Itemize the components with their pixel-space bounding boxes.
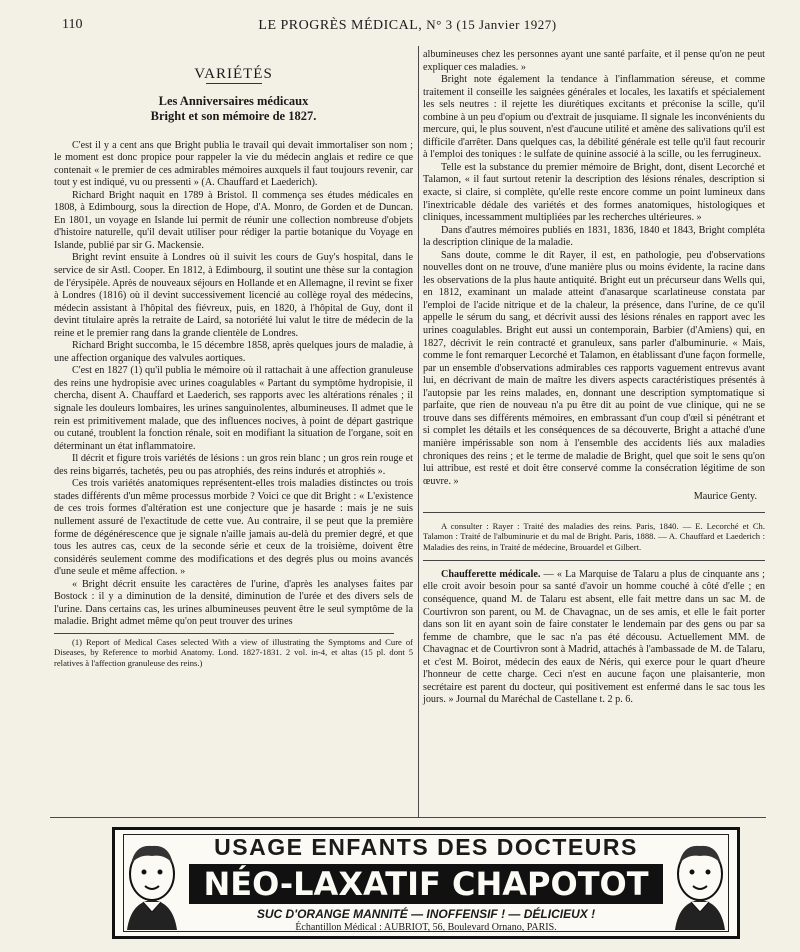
right-column (423, 49, 765, 707)
ad-tagline: SUC D'ORANGE MANNITÉ — INOFFENSIF ! — DÉLICIEUX ! (256, 907, 596, 921)
paragraph: Bright note également la tendance à l'inflammation séreuse, et comme traitement il conseille les saignées générales et locales, les laxatifs et spécialement les sels neutres : il rejette les diurétiques excitants et préconise la scille, qu'il combine à un peu d'opium ou d'extrait de jusquiame. Il signale les inconvénients du mercure, qui, le plus souvent, n'est d'aucune utilité et amène des salivations qu'il est difficile d'arrêter. Dans quelques cas, la débilité générale est telle qu'il faut recourir à l'emploi des toniques : le sulfate de quinine associé à la scille, ou les ferrugineux. (423, 74, 765, 161)
article-title-line2: Bright et son mémoire de 1827. (150, 108, 317, 123)
paragraph: Bright revint ensuite à Londres où il suivit les cours de Guy's hospital, dans le service de sir Astl. Cooper. En 1812, à Edimbourg, il soutint une thèse sur la contagion de l'érysipèle. Après de nouveaux séjours en Hollande et en Allemagne, il revint se fixer à Londres (1816) où il devint successivement licencié au collège royal des médecins, médecin assistant à l'hôpital des fiévreux, puis, en 1820, à l'hôpital de Guy, dont il devint titulaire après la retraite de Laird, sa notoriété lui valut le titre de médecin de la reine et le premier rang dans la grande clientèle de Londres. (54, 252, 413, 339)
column-divider (418, 46, 419, 818)
footnote-rule (54, 633, 394, 634)
section-rule (206, 83, 262, 84)
chaufferette-title: Chaufferette médicale. (441, 568, 541, 580)
paragraph: Dans d'autres mémoires publiés en 1831, 1836, 1840 et 1843, Bright compléta la description clinique de la maladie. (423, 224, 765, 249)
paragraph: Sans doute, comme le dit Rayer, il est, en pathologie, peu d'observations nouvelles dont on ne trouve, d'une manière plus ou moins évidente, la racine dans les observations de la plus haute antiquité. Bright eut un précurseur dans Wells qui, en 1812, examinant un malade atteint d'anasarque scarlatineuse constata par l'emploi de l'acide nitrique et de la chaleur, la présence, dans l'urine, de ce qu'il appelle le sérum du sang, et décrivit aussi des lésions rénales en rapport avec les urines coagulables. Bright eut aussi un contemporain, Barbier (d'Amiens) qui, en 1827, décrivit le rein contracté et granuleux, sans parler d'albuminurie. « Mais, comme le font remarquer Lecorché et Talamon, en établissant d'une façon formelle, par un ensemble d'observations admirables ces rapports vaguement entrevus avant lui, en décrivant de main de maître les divers aspects caractéristiques présentés à l'autopsie par les reins malades, en, donnant une description symptomatique si parfaite, que rien de nouveau n'a pu être dit au point de vue clinique, qui ne se trouve dans ses différents mémoires, en embrassant d'un coup d'œil si pénétrant et si complet les détails et les conséquences de sa découverte, Bright a attaché d'une manière impérissable son nom à l'ensemble des accidents liés aux maladies chroniques des reins ; et le terme de maladie de Bright, quel que soit le sens qu'on lui attribue, est resté et doit être conservé comme la consécration légitime de son œuvre. » (423, 249, 765, 487)
running-head (50, 16, 765, 34)
journal-name: LE PROGRÈS MÉDICAL, (258, 18, 423, 33)
paragraph: C'est il y a cent ans que Bright publia le travail qui devait immortaliser son nom ; le moment est donc propice pour rappeler la vie du médecin anglais et redire ce que contenait « le premier de ces admirables mémoires auxquels il faut toujours revenir, car tout y est indiqué, vu ou pressenti » (A. Chauffard et Laederich). (54, 139, 413, 189)
paragraph: albumineuses chez les personnes ayant une santé parfaite, et il pense qu'on ne peut expliquer ces maladies. » (423, 49, 765, 73)
section-separator (423, 560, 765, 561)
paragraph: Richard Bright succomba, le 15 décembre 1858, après quelques jours de maladie, à une affection organique des valvules aortiques. (54, 340, 413, 364)
paragraph: C'est en 1827 (1) qu'il publia le mémoire où il rattachait à une affection granuleuse des reins une hydropisie avec urines coagulables « Partant du symptôme hydropisie, il chercha, disent A. Chauffard et Laederich, ses rapports avec les altérations rénales ; il signale les douleurs lombaires, les urines sanguinolentes, albumineuses. Il admet que le rein est primitivement malade, que des influences nocives, à point de départ gastrique ou cutané, troublent la fonction rénale, soit en modifiant la situation de l'organe, soit en déterminant un état inflammatoire. (54, 365, 413, 452)
bottom-rule (50, 817, 766, 818)
chaufferette-text: — « La Marquise de Talaru a plus de cinquante ans ; elle croit avoir besoin pour sa santé d'avoir un homme couché à côté d'elle ; en conséquence, quand M. de Talaru est absent, elle fait mettre dans un sac M. de Courtivron son parent, ou M. de Chavagnac, un de ses amis, et elle le fait porter dans son lit en ayant soin de faire constater le lendemain par des gens ou par sa femme de chambre, que le sac n'a pas été décousu. Actuellement MM. de Chavagnac et de Courtivron sont à Madrid, attachés à l'ambassade de M. de Talaru, et c'est M. Boirot, médecin des eaux de Néris, qui exerce pour le quart d'heure l'honneur de cette charge. Ceci n'est en aucune façon une plaisanterie, mon secrétaire est parent du docteur, qui positivement est enfermé dans le sac tous les jours. » Journal du Maréchal de Castellane t. 2 p. 6. (423, 568, 766, 706)
paragraph: Ces trois variétés anatomiques représentent-elles trois maladies distinctes ou trois stades différents d'un même processus morbide ? Voici ce que dit Bright : « L'existence de ces trois formes d'altération est une conjecture que je hasarde : mais je ne suis nullement assuré de l'exactitude de cette vue. Au contraire, il se peut que la première forme de dégénérescence que je signale n'aille jamais au-delà du premier degré, et que tous les autres cas, ceux de la seconde série et ceux de la troisième, doivent être considérés seulement comme des modifications et des degrés plus ou moins avancés d'une seule et même affection. » (54, 478, 413, 578)
ad-line-usage: USAGE ENFANTS DES DOCTEURS (214, 834, 638, 860)
article-title-line1: Les Anniversaires médicaux (158, 93, 309, 108)
paragraph: Richard Bright naquit en 1789 à Bristol. Il commença ses études médicales en 1808, à Edimbourg, sous la direction de Hope, d'A. Monro, de Gorden et de Duncan. En 1801, un voyage en Islande lui permit de réunir une collection nombreuse d'objets d'histoire naturelle, qu'il devait utiliser pour rédiger la partie botanique du Voyage en Islande, publié par sir G. Mackensie. (54, 189, 413, 251)
child-face-left-icon (121, 836, 183, 930)
paragraph: Il décrit et figure trois variétés de lésions : un gros rein blanc ; un gros rein rouge et des reins bigarrés, tachetés, peu ou pas atrophiés, des reins indurés et atrophiés ». (54, 453, 413, 477)
footnote: (1) Report of Medical Cases selected With a view of illustrating the Symptoms and Cure of Diseases, by Reference to morbid Anatomy. Lond. 1827-1831. 2 vol. in-4, et altas (15 pl. dont 5 relatives à l'affection granuleuse des reins.) (54, 636, 413, 669)
left-column (54, 62, 413, 669)
author-signature: Maurice Genty. (693, 491, 757, 503)
bibliography-rule (423, 512, 765, 513)
journal-title (50, 16, 765, 35)
article-title (54, 94, 413, 124)
bibliography: A consulter : Rayer : Traité des maladies des reins. Paris, 1840. — E. Lecorché et Ch. Talamon : Traité de l'albuminurie et du mal de Bright. Paris, 1888. — A. Chauffard et Laederich : Maladies des reins, in Traité de médecine, Brouardel et Gilbert. (423, 520, 765, 552)
chaufferette-paragraph (423, 569, 765, 707)
section-heading: VARIÉTÉS (194, 66, 273, 82)
page-number: 110 (62, 17, 83, 32)
ad-sample-address: Échantillon Médical : AUBRIOT, 56, Boulevard Ornano, PARIS. (295, 922, 557, 933)
child-face-right-icon (669, 836, 731, 930)
issue-info: N° 3 (15 Janvier 1927) (426, 17, 557, 32)
paragraph: Telle est la substance du premier mémoire de Bright, dont, disent Lecorché et Talamon, « il faut surtout retenir la description des lésions rénales, description si exacte, si claire, si complète, qu'elle reste encore comme un point lumineux dans l'inextricable dédale des variétés et des formes anatomiques, histologiques et cliniques, incessamment multipliées par les recherches ultérieures. » (423, 161, 765, 224)
paragraph: « Bright décrit ensuite les caractères de l'urine, d'après les analyses faites par Bostock : il y a diminution de la densité, diminution de l'urée et des divers sels de l'urine. Dans certains cas, les urines albumineuses peuvent être le seul symptôme de la maladie. Bright admet même qu'on peut trouver des urines (54, 578, 413, 628)
advertisement (112, 827, 740, 939)
ad-product-name: NÉO-LAXATIF CHAPOTOT (189, 864, 663, 904)
